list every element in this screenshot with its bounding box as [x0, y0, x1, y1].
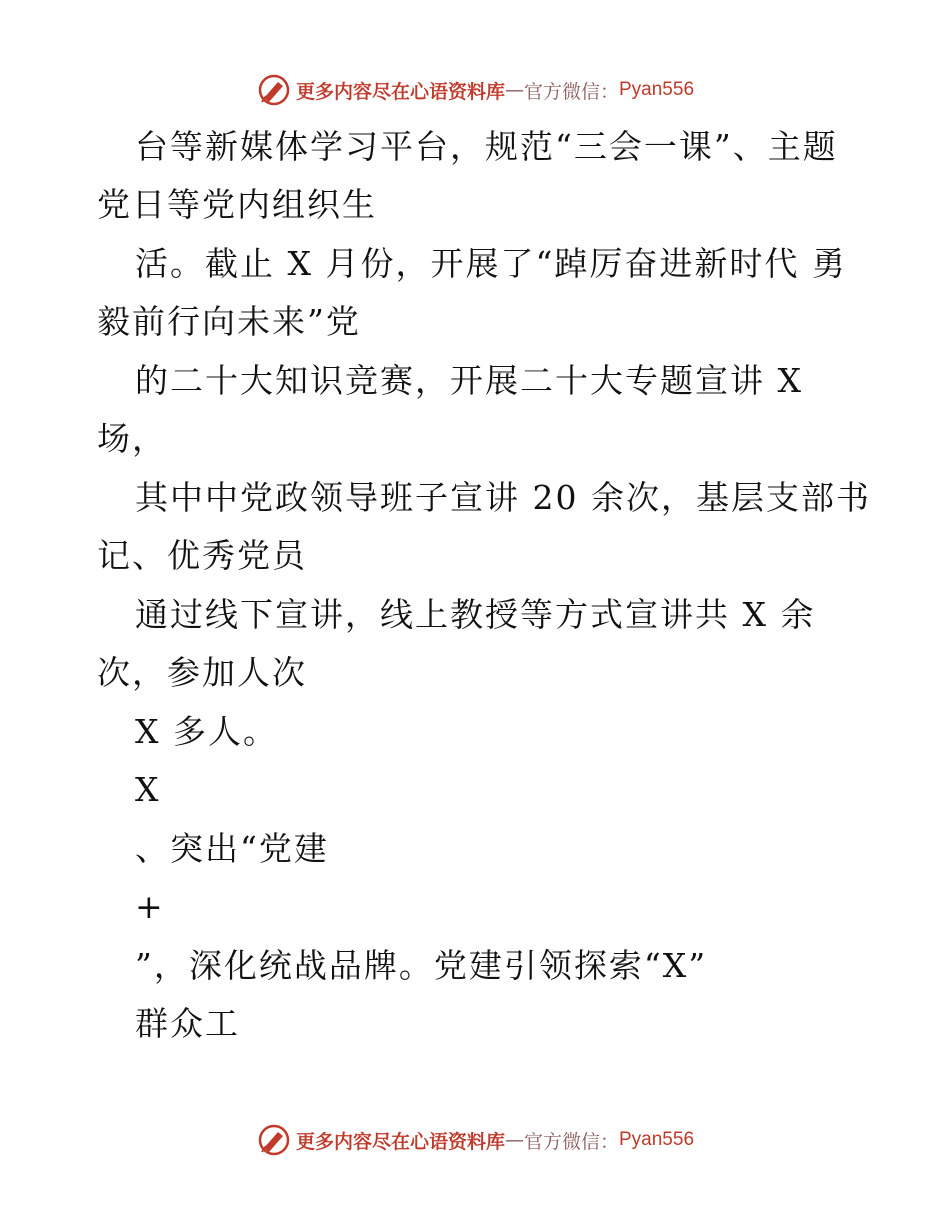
body-line: 党日等党内组织生	[97, 185, 377, 224]
header-wechat-label: 官方微信：	[523, 80, 619, 103]
footer-brand-text: 更多内容尽在心语资料库	[295, 1130, 505, 1153]
body-line: 群众工	[135, 1004, 240, 1043]
header-watermark	[0, 70, 950, 110]
footer-wechat-id: Pyan556	[619, 1129, 695, 1150]
header-separator: —	[504, 79, 524, 101]
body-line: ”，深化统战品牌。党建引领探索“X”	[135, 946, 708, 985]
body-line: 毅前行向未来”党	[97, 302, 361, 341]
body-line: 场，	[97, 419, 167, 458]
body-line: 其中中党政领导班子宣讲 20 余次，基层支部书	[135, 478, 871, 517]
footer-separator: —	[504, 1129, 524, 1151]
footer-watermark	[0, 1120, 950, 1160]
body-line: X	[135, 770, 161, 809]
pen-logo-icon	[256, 72, 292, 108]
header-brand-text: 更多内容尽在心语资料库	[295, 80, 505, 103]
body-line: 的二十大知识竞赛，开展二十大专题宣讲 X	[135, 361, 803, 400]
body-line: +	[135, 887, 165, 926]
body-line: X 多人。	[135, 712, 278, 751]
header-wechat-id: Pyan556	[619, 79, 695, 100]
footer-wechat-label: 官方微信：	[523, 1130, 619, 1153]
pen-logo-icon	[256, 1122, 292, 1158]
body-line: 活。截止 X 月份，开展了“踔厉奋进新时代 勇	[135, 244, 847, 283]
body-line: 记、优秀党员	[97, 536, 307, 575]
body-line: 次，参加人次	[97, 653, 307, 692]
body-line: 通过线下宣讲，线上教授等方式宣讲共 X 余	[135, 595, 816, 634]
body-line: 、突出“党建	[135, 829, 329, 868]
body-line: 台等新媒体学习平台，规范“三会一课”、主题	[135, 127, 838, 166]
